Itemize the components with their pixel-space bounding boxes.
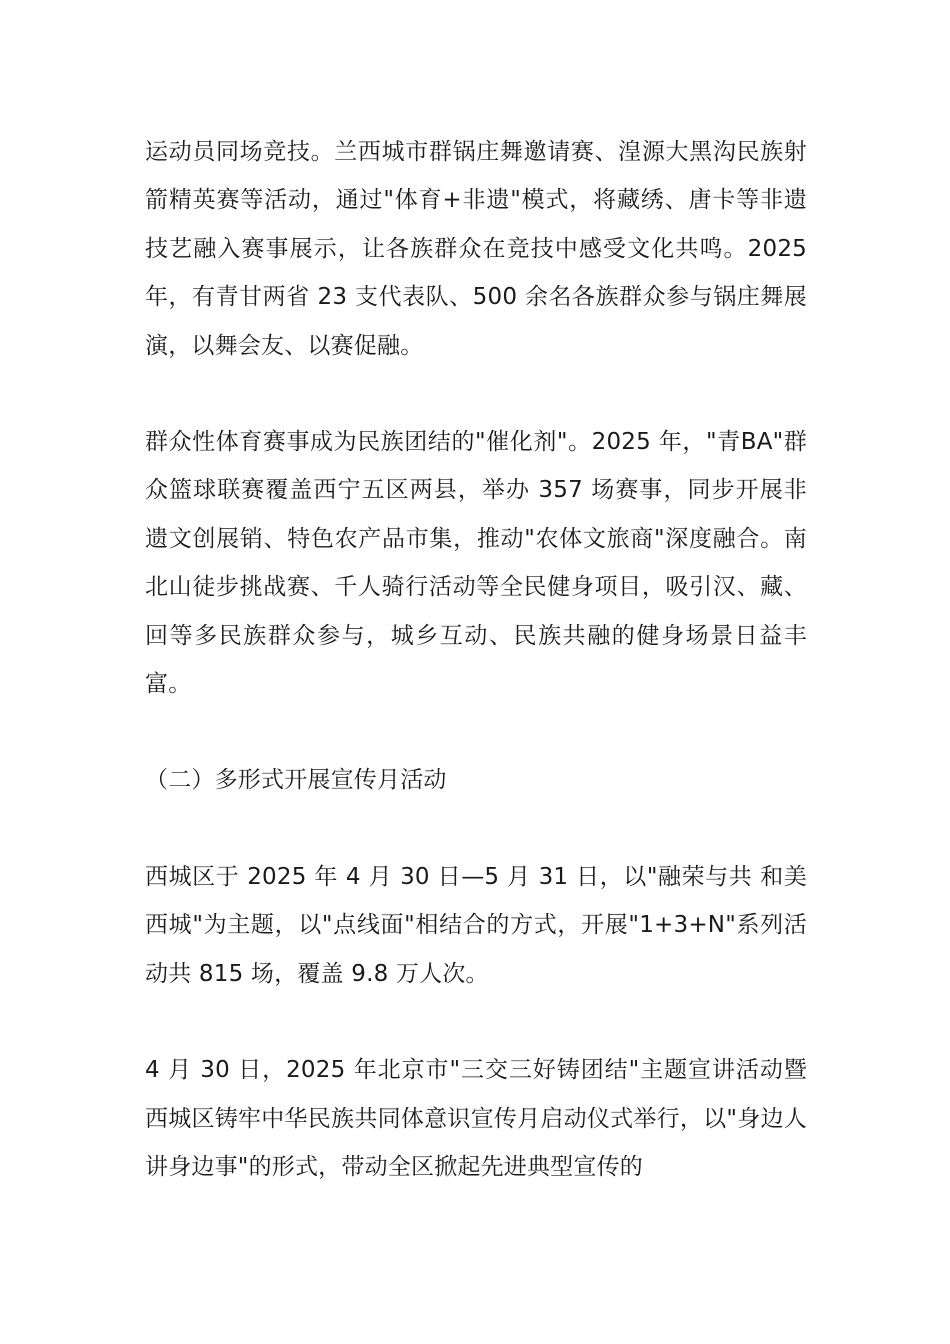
paragraph-launch-ceremony: 4 月 30 日，2025 年北京市"三交三好铸团结"主题宣讲活动暨西城区铸牢中华民族共同体意识宣传月启动仪式举行，以"身边人讲身边事"的形式，带动全区掀起先进典型宣传的 xyxy=(145,1057,807,1180)
document-body xyxy=(145,128,807,1239)
section-heading: （二）多形式开展宣传月活动 xyxy=(145,767,447,794)
paragraph-xicheng-campaign: 西城区于 2025 年 4 月 30 日—5 月 31 日，以"融荣与共 和美西城"为主题，以"点线面"相结合的方式，开展"1+3+N"系列活动共 815 场，覆盖 9.8 万人次。 xyxy=(145,863,807,987)
paragraph-mass-sports: 群众性体育赛事成为民族团结的"催化剂"。2025 年，"青BA"群众篮球联赛覆盖西宁五区两县，举办 357 场赛事，同步开展非遗文创展销、特色农产品市集，推动"农体文旅商"深度融合。南北山徒步挑战赛、千人骑行活动等全民健身项目，吸引汉、藏、回等多民族群众参与，城乡互动、民族共融的健身场景日益丰富。 xyxy=(145,429,807,698)
paragraph-sports-events: 运动员同场竞技。兰西城市群锅庄舞邀请赛、湟源大黑沟民族射箭精英赛等活动，通过"体育+非遗"模式，将藏绣、唐卡等非遗技艺融入赛事展示，让各族群众在竞技中感受文化共鸣。2025 年，有青甘两省 23 支代表队、500 余名各族群众参与锅庄舞展演，以舞会友、以赛促融。 xyxy=(145,139,807,359)
